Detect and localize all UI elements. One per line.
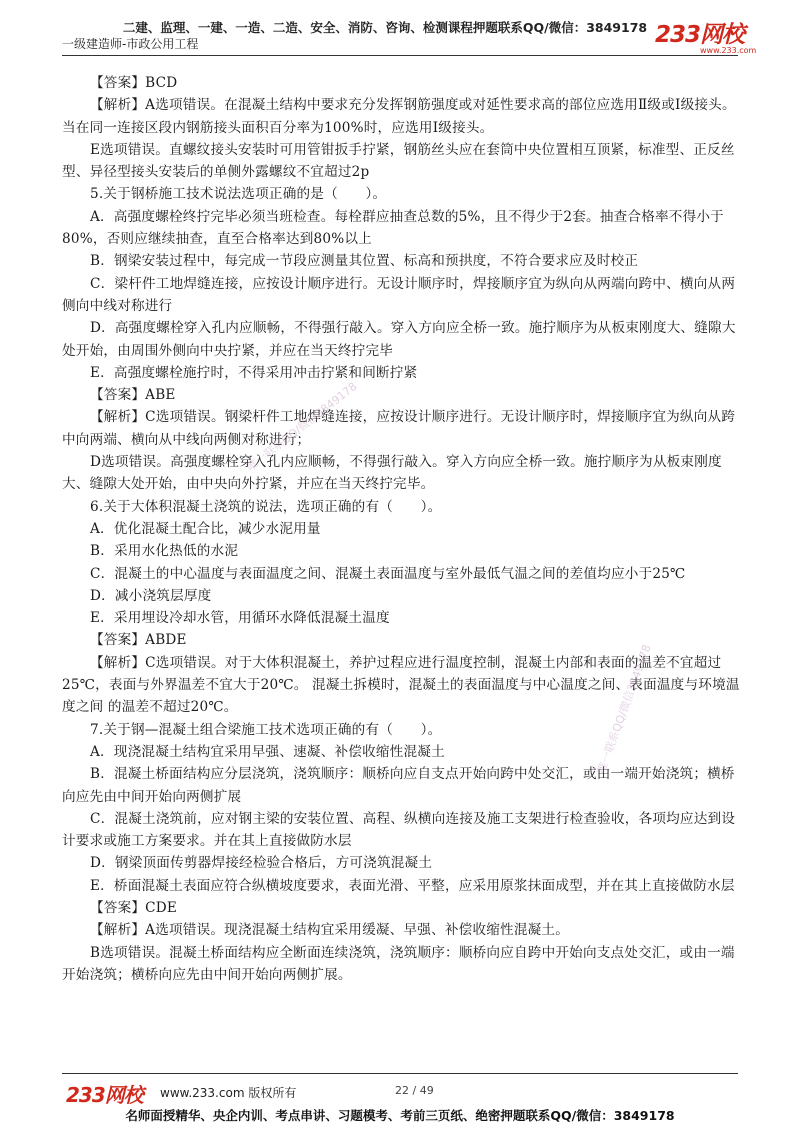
paragraph: D．钢梁顶面传剪器焊接经检验合格后，方可浇筑混凝土 — [90, 855, 433, 872]
paragraph: C．混凝土的中心温度与表面温度之间、混凝土表面温度与室外最低气温之间的差值均应小于25℃ — [90, 565, 686, 582]
paragraph: E．桥面混凝土表面应符合纵横坡度要求，表面光滑、平整，应采用原浆抹面成型，并在其上直接做防水层 — [90, 877, 735, 894]
paragraph: C．混凝土浇筑前，应对钢主梁的安装位置、高程、纵横向连接及施工支架进行检查验收，各项均应达到设计要求或施工方案要求。并在其上直接做防水层 — [62, 810, 736, 850]
brand-logo-url: www.233.com — [700, 46, 757, 55]
paragraph: A．现浇混凝土结构宜采用早强、速凝、补偿收缩性混凝土 — [90, 743, 445, 760]
paragraph: E．高强度螺栓施拧时，不得采用冲击拧紧和间断拧紧 — [90, 364, 418, 381]
watermark-lower: 唯一联系QQ/微信3849178 — [594, 642, 654, 776]
paragraph: A．高强度螺栓终拧完毕必须当班检查。每栓群应抽查总数的5%，且不得少于2套。抽查合格率不得小于80%，否则应继续抽查，直至合格率达到80%以上 — [62, 208, 724, 248]
page-number: 22 / 49 — [395, 1084, 434, 1097]
paragraph: 【解析】A选项错误。现浇混凝土结构宜采用缓凝、早强、补偿收缩性混凝土。 — [90, 922, 570, 939]
paragraph: 【答案】ABE — [90, 387, 176, 404]
header-divider — [62, 55, 738, 56]
watermark-upper: 唯一联系QQ/微信3849178 — [244, 379, 360, 474]
paragraph: D．高强度螺栓穿入孔内应顺畅，不得强行敲入。穿入方向应全桥一致。施拧顺序为从板束刚度大、缝隙大处开始，由周围外侧向中央拧紧，并应在当天终拧完毕 — [62, 320, 736, 359]
footer-logo: 233网校 — [66, 1083, 143, 1107]
paragraph: 【解析】A选项错误。在混凝土结构中要求充分发挥钢筋强度或对延性要求高的部位应选用Ⅱ级或Ⅰ级接头。当在同一连接区段内钢筋接头面积百分率为100%时，应选用Ⅰ级接头。 — [62, 97, 736, 136]
paragraph: E选项错误。直螺纹接头安装时可用管钳扳手拧紧，钢筋丝头应在套筒中央位置相互顶紧，标准型、正反丝型、异径型接头安装后的单侧外露螺纹不宜超过2p — [62, 141, 735, 181]
paragraph: B选项错误。混凝土桥面结构应全断面连续浇筑，浇筑顺序：顺桥向应自跨中开始向支点处交汇，或由一端开始浇筑；横桥向应先由中间开始向两侧扩展。 — [62, 944, 735, 983]
paragraph: B．钢梁安装过程中，每完成一节段应测量其位置、标高和预拱度，不符合要求应及时校正 — [90, 253, 639, 270]
paragraph: 【解析】C选项错误。对于大体积混凝土，养护过程应进行温度控制，混凝土内部和表面的温差不宜超过25℃，表面与外界温差不宜大于20℃。 混凝土拆模时，混凝土的表面温度与中心温度之间、表面温度与环境温度之间 的温差不超过20℃。 — [62, 654, 740, 716]
paragraph: A．优化混凝土配合比，减少水泥用量 — [90, 520, 321, 537]
paragraph: 7.关于钢—混凝土组合梁施工技术选项正确的有（ ）。 — [90, 721, 442, 738]
footer-promo: 名师面授精华、央企内训、考点串讲、习题模考、考前三页纸、绝密押题联系QQ/微信：3849178 — [125, 1108, 675, 1123]
paragraph: B．混凝土桥面结构应分层浇筑，浇筑顺序：顺桥向应自支点开始向跨中处交汇，或由一端开始浇筑；横桥向应先由中间开始向两侧扩展 — [62, 766, 735, 805]
document-subtitle: 一级建造师-市政公用工程 — [62, 37, 199, 51]
paragraph: C．梁杆件工地焊缝连接，应按设计顺序进行。无设计顺序时，焊接顺序宜为纵向从两端向跨中、横向从两侧向中线对称进行 — [62, 275, 736, 314]
brand-logo: 233网校 — [655, 22, 745, 48]
footer-divider — [62, 1073, 738, 1074]
paragraph: 6.关于大体积混凝土浇筑的说法，选项正确的有（ ）。 — [90, 498, 442, 515]
paragraph: E．采用埋设冷却水管，用循环水降低混凝土温度 — [90, 610, 390, 627]
document-body — [62, 72, 742, 986]
paragraph: B．采用水化热低的水泥 — [90, 543, 239, 560]
paragraph: 【解析】C选项错误。钢梁杆件工地焊缝连接，应按设计顺序进行。无设计顺序时，焊接顺序宜为纵向从跨中向两端、横向从中线向两侧对称进行； — [62, 409, 736, 448]
footer-copyright: www.233.com 版权所有 — [160, 1086, 297, 1100]
paragraph: D．减小浇筑层厚度 — [90, 587, 212, 604]
paragraph: 5.关于钢桥施工技术说法选项正确的是（ ）。 — [90, 186, 387, 203]
header-promo: 二建、监理、一建、一造、二造、安全、消防、咨询、检测课程押题联系QQ/微信：3849178 — [122, 20, 648, 35]
paragraph: D选项错误。高强度螺栓穿入孔内应顺畅，不得强行敲入。穿入方向应全桥一致。施拧顺序为从板束刚度大、缝隙大处开始，由中央向外拧紧，并应在当天终拧完毕。 — [62, 454, 722, 493]
paragraph: 【答案】BCD — [90, 75, 178, 91]
paragraph: 【答案】CDE — [90, 899, 177, 916]
paragraph: 【答案】ABDE — [90, 632, 187, 649]
